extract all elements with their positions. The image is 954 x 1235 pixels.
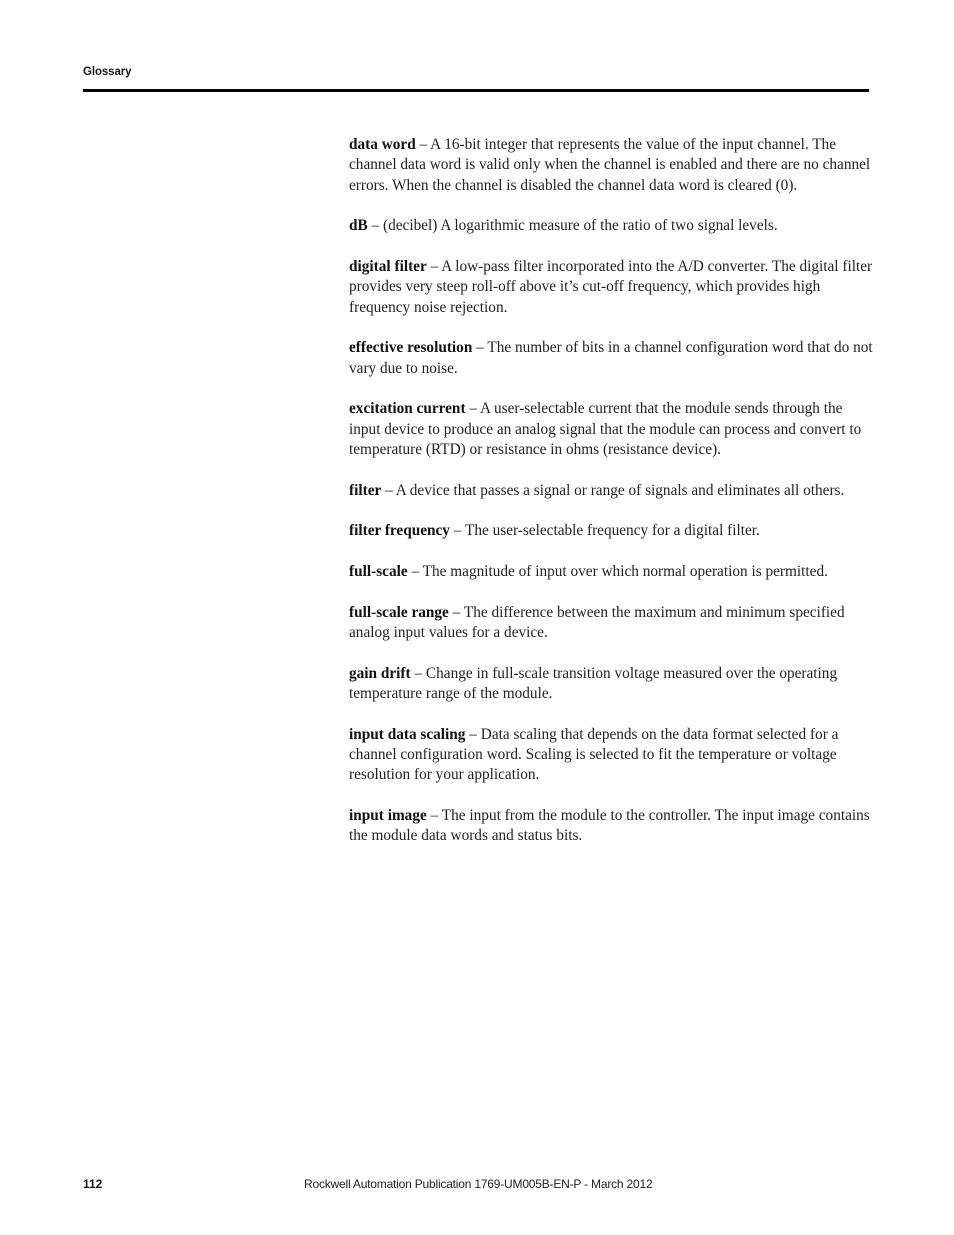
glossary-entry-input-image	[349, 806, 873, 847]
glossary-definition: – A user-selectable current that the module sends through the input device to produce an analog signal that the module can process and convert to temperature (RTD) or resistance in ohms (resistance device).	[349, 400, 862, 459]
glossary-list	[349, 135, 873, 867]
glossary-term: filter frequency	[349, 522, 450, 540]
glossary-entry-excitation-current	[349, 399, 873, 460]
glossary-term: data word	[349, 136, 416, 153]
glossary-term: dB	[349, 217, 368, 235]
glossary-definition: – A device that passes a signal or range of signals and eliminates all others.	[381, 481, 845, 499]
glossary-entry-full-scale	[349, 562, 873, 582]
glossary-entry-filter-frequency	[349, 521, 873, 541]
glossary-definition: – A 16-bit integer that represents the value of the input channel. The channel data word is valid only when the channel is enabled and there are no channel errors. When the channel is disabled the channel data word is cleared (0).	[349, 136, 871, 194]
glossary-definition: – The difference between the maximum and minimum specified analog input values for a device.	[349, 603, 845, 641]
glossary-entry-db	[349, 216, 873, 236]
publication-info: Rockwell Automation Publication 1769-UM005B-EN-P - March 2012	[304, 1177, 653, 1191]
glossary-term: effective resolution	[349, 339, 473, 357]
glossary-definition: – The user-selectable frequency for a digital filter.	[449, 522, 760, 540]
glossary-definition: – The magnitude of input over which normal operation is permitted.	[407, 563, 828, 580]
glossary-term: excitation current	[349, 400, 466, 418]
glossary-definition: – The number of bits in a channel configuration word that do not vary due to noise.	[349, 339, 873, 377]
glossary-entry-full-scale-range	[349, 603, 873, 644]
glossary-definition: – A low-pass filter incorporated into the A/D converter. The digital filter provides very steep roll-off above it’s cut-off frequency, which provides high frequency noise rejection.	[349, 258, 873, 316]
glossary-definition: – (decibel) A logarithmic measure of the ratio of two signal levels.	[367, 217, 778, 235]
glossary-term: input data scaling	[349, 725, 466, 743]
glossary-term: full-scale	[349, 563, 408, 580]
glossary-entry-filter	[349, 481, 873, 501]
glossary-entry-data-word	[349, 135, 873, 196]
glossary-definition: – Change in full-scale transition voltage measured over the operating temperature range of the module.	[349, 664, 838, 702]
glossary-term: input image	[349, 807, 427, 824]
page-number: 112	[83, 1177, 103, 1191]
glossary-term: filter	[349, 481, 382, 499]
glossary-entry-input-data-scaling	[349, 725, 873, 786]
glossary-term: gain drift	[349, 664, 411, 682]
glossary-term: full-scale range	[349, 603, 449, 621]
glossary-entry-effective-resolution	[349, 338, 873, 379]
glossary-entry-digital-filter	[349, 257, 873, 318]
glossary-entry-gain-drift	[349, 664, 873, 705]
header-divider	[83, 89, 869, 92]
glossary-term: digital filter	[349, 258, 427, 275]
glossary-definition: – Data scaling that depends on the data format selected for a channel configuration word. Scaling is selected to fit the temperature or voltage resolution for your application.	[349, 725, 839, 784]
glossary-definition: – The input from the module to the controller. The input image contains the module data words and status bits.	[349, 807, 870, 845]
section-title: Glossary	[83, 66, 132, 78]
